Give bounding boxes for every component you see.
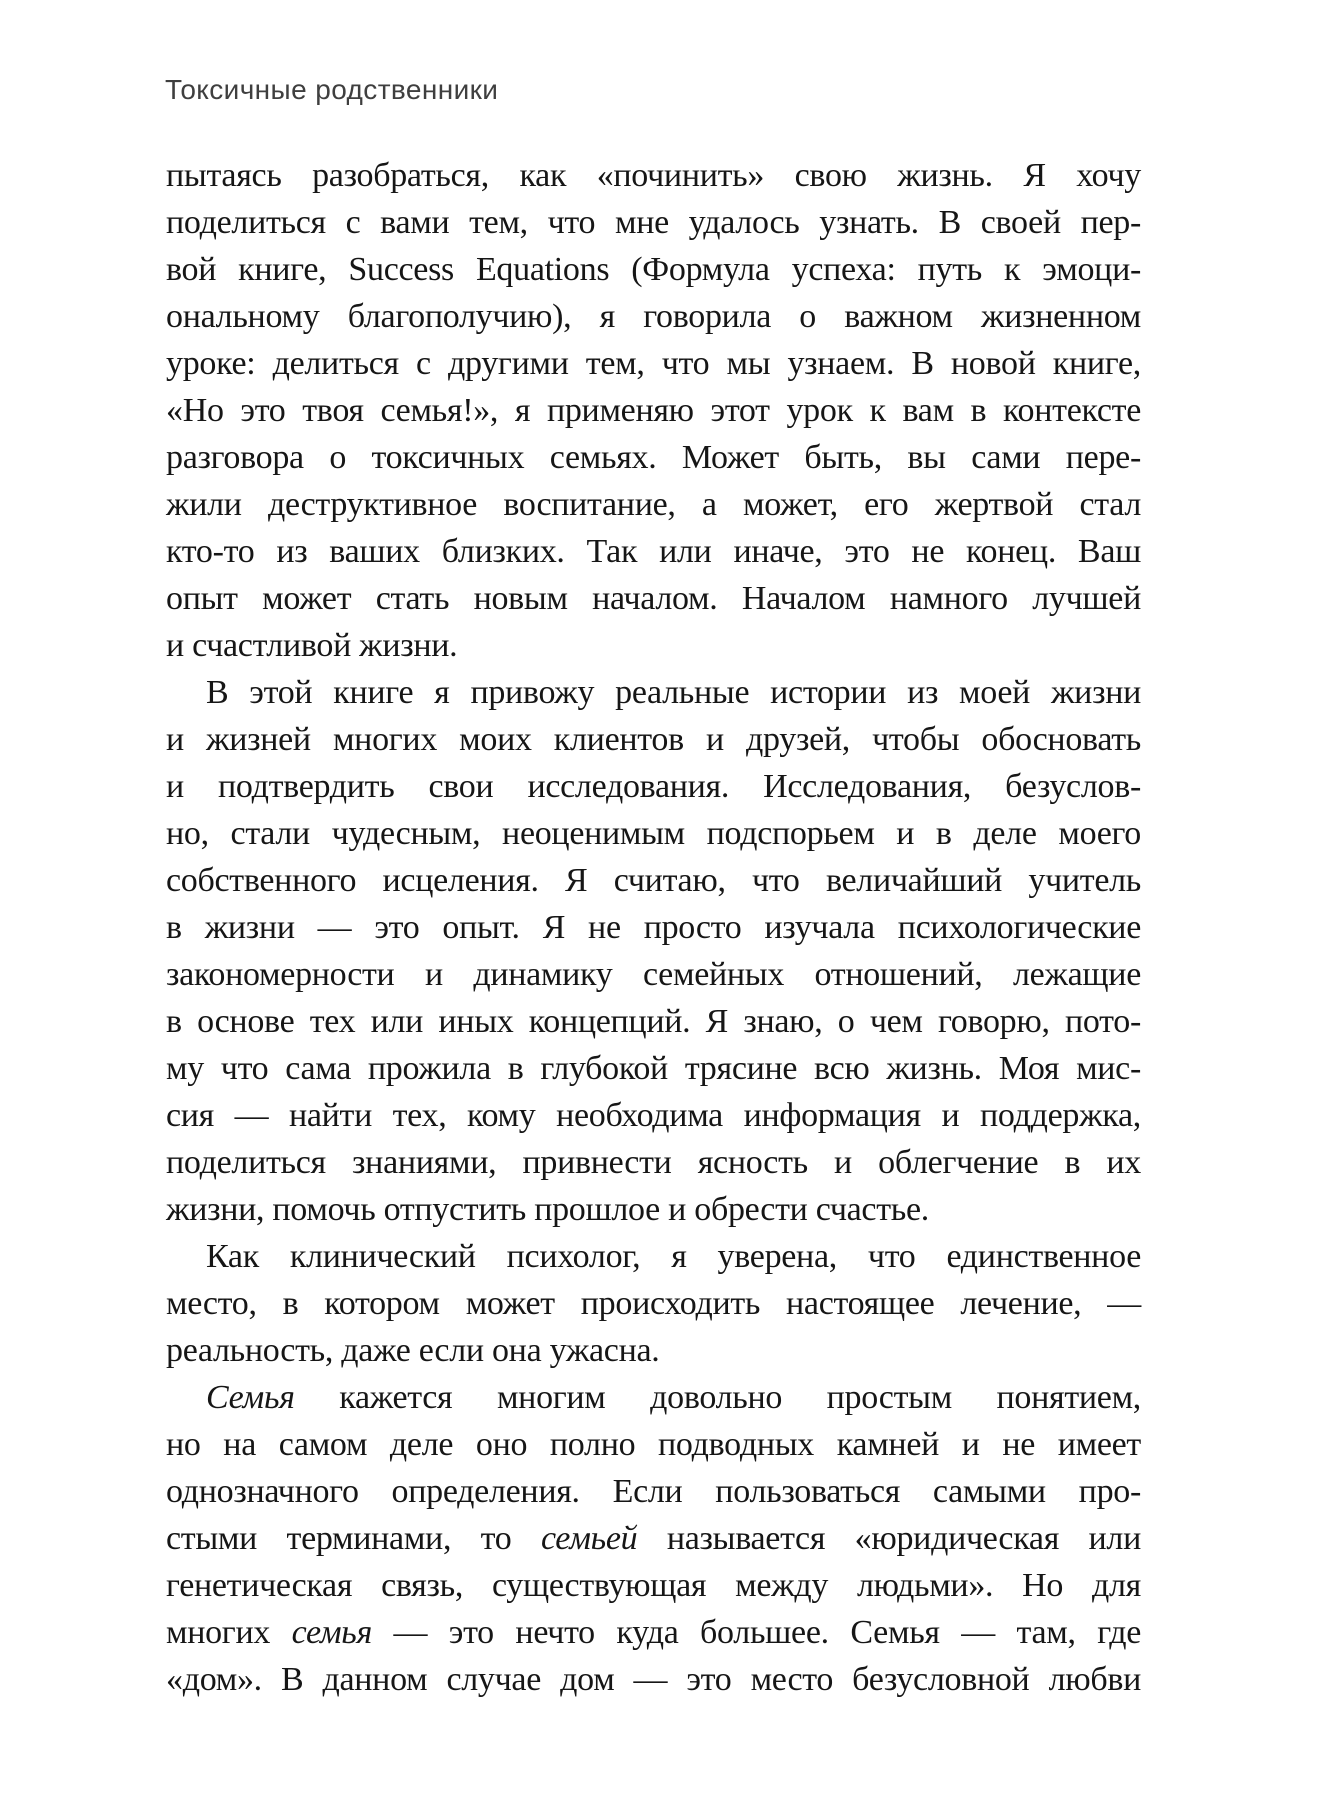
text-line: однозначного определения. Если пользоваться самыми про- — [166, 1473, 1141, 1510]
text-line: пытаясь разобраться, как «починить» свою жизнь. Я хочу — [166, 157, 1141, 194]
text-line: но, стали чудесным, неоценимым подспорьем и в деле моего — [166, 815, 1141, 852]
text-line: уроке: делиться с другими тем, что мы узнаем. В новой книге, — [166, 345, 1141, 382]
text-line: но на самом деле оно полно подводных камней и не имеет — [166, 1426, 1141, 1463]
paragraph — [166, 152, 1141, 669]
text-line: «Но это твоя семья!», я применяю этот урок к вам в контексте — [166, 392, 1141, 429]
text-line: Семья кажется многим довольно простым понятием, — [206, 1379, 1141, 1416]
text-line: и жизней многих моих клиентов и друзей, чтобы обосновать — [166, 721, 1141, 758]
text-line: поделиться знаниями, привнести ясность и облегчение в их — [166, 1144, 1141, 1181]
paragraph — [166, 669, 1141, 1233]
paragraph — [166, 1374, 1141, 1703]
text-line: место, в котором может происходить настоящее лечение, — — [166, 1285, 1141, 1322]
text-line: поделиться с вами тем, что мне удалось узнать. В своей пер- — [166, 204, 1141, 241]
text-line: сия — найти тех, кому необходима информация и поддержка, — [166, 1097, 1141, 1134]
text-line: в основе тех или иных концепций. Я знаю, о чем говорю, пото- — [166, 1003, 1141, 1040]
running-header: Токсичные родственники — [165, 74, 499, 105]
text-line: «дом». В данном случае дом — это место безусловной любви — [166, 1661, 1141, 1698]
text-line: и счастливой жизни. — [166, 627, 458, 664]
text-line: и подтвердить свои исследования. Исследования, безуслов- — [166, 768, 1141, 805]
text-line: жизни, помочь отпустить прошлое и обрести счастье. — [166, 1191, 929, 1228]
text-line: ональному благополучию), я говорила о важном жизненном — [166, 298, 1141, 335]
text-line: стыми терминами, то семьей называется «юридическая или — [166, 1520, 1141, 1557]
text-line: многих семья — это нечто куда большее. Семья — там, где — [166, 1614, 1141, 1651]
text-line: закономерности и динамику семейных отношений, лежащие — [166, 956, 1141, 993]
text-line: реальность, даже если она ужасна. — [166, 1332, 660, 1369]
text-line: му что сама прожила в глубокой трясине всю жизнь. Моя мис- — [166, 1050, 1141, 1087]
text-line: собственного исцеления. Я считаю, что величайший учитель — [166, 862, 1141, 899]
text-line: опыт может стать новым началом. Началом намного лучшей — [166, 580, 1141, 617]
text-line: в жизни — это опыт. Я не просто изучала психологические — [166, 909, 1141, 946]
text-line: генетическая связь, существующая между людьми». Но для — [166, 1567, 1141, 1604]
text-line: жили деструктивное воспитание, а может, его жертвой стал — [166, 486, 1141, 523]
page-text — [166, 152, 1141, 1703]
text-line: В этой книге я привожу реальные истории из моей жизни — [206, 674, 1141, 711]
text-line: разговора о токсичных семьях. Может быть, вы сами пере- — [166, 439, 1141, 476]
text-line: Как клинический психолог, я уверена, что единственное — [206, 1238, 1141, 1275]
paragraph — [166, 1233, 1141, 1374]
text-line: кто-то из ваших близких. Так или иначе, это не конец. Ваш — [166, 533, 1141, 570]
text-line: вой книге, Success Equations (Формула успеха: путь к эмоци- — [166, 251, 1141, 288]
